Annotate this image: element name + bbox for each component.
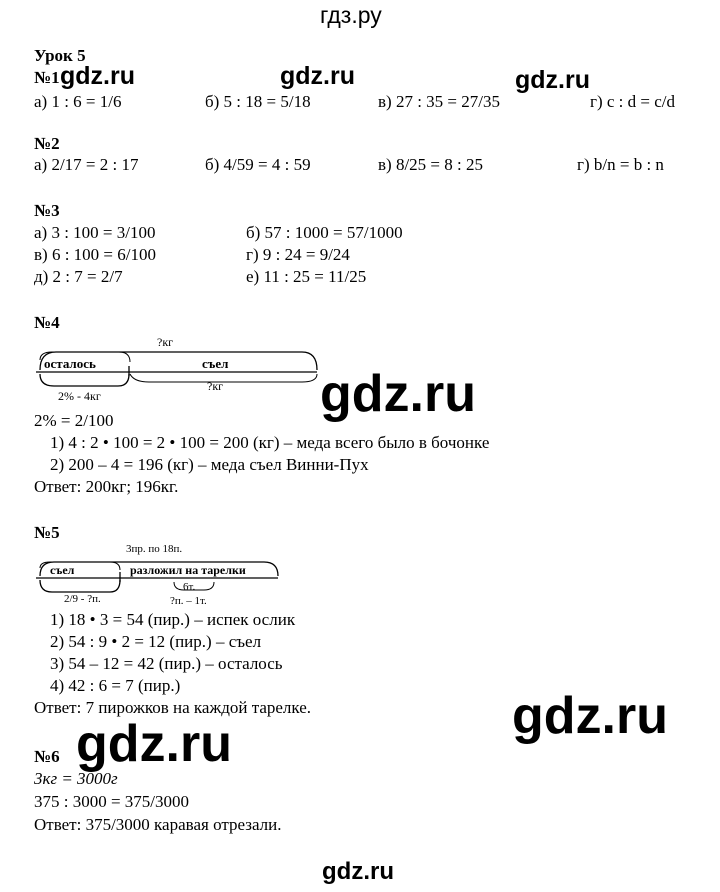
task-1-item: а) 1 : 6 = 1/6: [34, 92, 122, 111]
task-5-line: 1) 18 • 3 = 54 (пир.) – испек ослик: [50, 610, 296, 629]
task-2-item: а) 2/17 = 2 : 17: [34, 155, 139, 174]
diagram-right-below-label: ?кг: [207, 379, 224, 393]
task-2-item: г) b/n = b : n: [577, 155, 664, 174]
task-6-line: 3кг = 3000г: [34, 769, 118, 788]
task-3-item: б) 57 : 1000 = 57/1000: [246, 223, 403, 242]
task-4-answer: Ответ: 200кг; 196кг.: [34, 477, 179, 496]
task-5-line: 2) 54 : 9 • 2 = 12 (пир.) – съел: [50, 632, 262, 651]
task-5-answer: Ответ: 7 пирожков на каждой тарелке.: [34, 698, 312, 717]
task-1-item: в) 27 : 35 = 27/35: [378, 92, 500, 111]
task-6-answer: Ответ: 375/3000 каравая отрезали.: [34, 815, 282, 834]
watermark: gdz.ru: [320, 365, 476, 423]
task-3-item: г) 9 : 24 = 9/24: [246, 245, 350, 264]
task-3-item: а) 3 : 100 = 3/100: [34, 223, 156, 242]
lesson-title: Урок 5: [34, 46, 86, 65]
watermark: gdz.ru: [322, 858, 394, 885]
task-3-item: в) 6 : 100 = 6/100: [34, 245, 156, 264]
task-6-line: 375 : 3000 = 375/3000: [34, 792, 190, 811]
diagram-right-below-label: 6т.: [183, 581, 196, 593]
task-4-diagram: [34, 330, 334, 403]
task-3-item: д) 2 : 7 = 2/7: [34, 267, 123, 286]
task-2-label: №2: [34, 134, 60, 153]
diagram-top-label: ?кг: [157, 335, 174, 349]
watermark: gdz.ru: [60, 62, 135, 90]
task-5-diagram: [34, 538, 294, 608]
diagram-right-label: съел: [202, 356, 229, 371]
task-5-line: 3) 54 – 12 = 42 (пир.) – осталось: [50, 654, 283, 673]
watermark: gdz.ru: [512, 687, 668, 745]
task-6-label: №6: [34, 747, 60, 766]
task-2-item: в) 8/25 = 8 : 25: [378, 155, 483, 174]
task-4-line: 1) 4 : 2 • 100 = 2 • 100 = 200 (кг) – меда всего было в бочонке: [50, 433, 490, 452]
task-5-label: №5: [34, 523, 60, 542]
task-1-label: №1: [34, 68, 60, 87]
watermark: gdz.ru: [515, 66, 590, 94]
watermark: gdz.ru: [280, 62, 355, 90]
diagram-left-below-label: 2% - 4кг: [58, 389, 101, 403]
task-1-item: г) с : d = c/d: [590, 92, 676, 111]
task-4-label: №4: [34, 313, 60, 332]
header-watermark: гдз.ру: [320, 2, 382, 28]
diagram-left-label: осталось: [44, 356, 96, 371]
task-1-item: б) 5 : 18 = 5/18: [205, 92, 311, 111]
task-2-item: б) 4/59 = 4 : 59: [205, 155, 311, 174]
diagram-right-below-label: ?п. – 1т.: [170, 595, 207, 607]
diagram-left-label: съел: [50, 563, 75, 577]
diagram-right-label: разложил на тарелки: [130, 563, 246, 577]
diagram-left-below-label: 2/9 - ?п.: [64, 593, 101, 605]
task-4-line: 2% = 2/100: [34, 411, 114, 430]
diagram-top-label: 3пр. по 18п.: [126, 543, 183, 555]
task-3-item: е) 11 : 25 = 11/25: [246, 267, 367, 286]
task-5-line: 4) 42 : 6 = 7 (пир.): [50, 676, 181, 695]
task-3-label: №3: [34, 201, 60, 220]
task-4-line: 2) 200 – 4 = 196 (кг) – меда съел Винни-Пух: [50, 455, 369, 474]
watermark: gdz.ru: [76, 715, 232, 773]
